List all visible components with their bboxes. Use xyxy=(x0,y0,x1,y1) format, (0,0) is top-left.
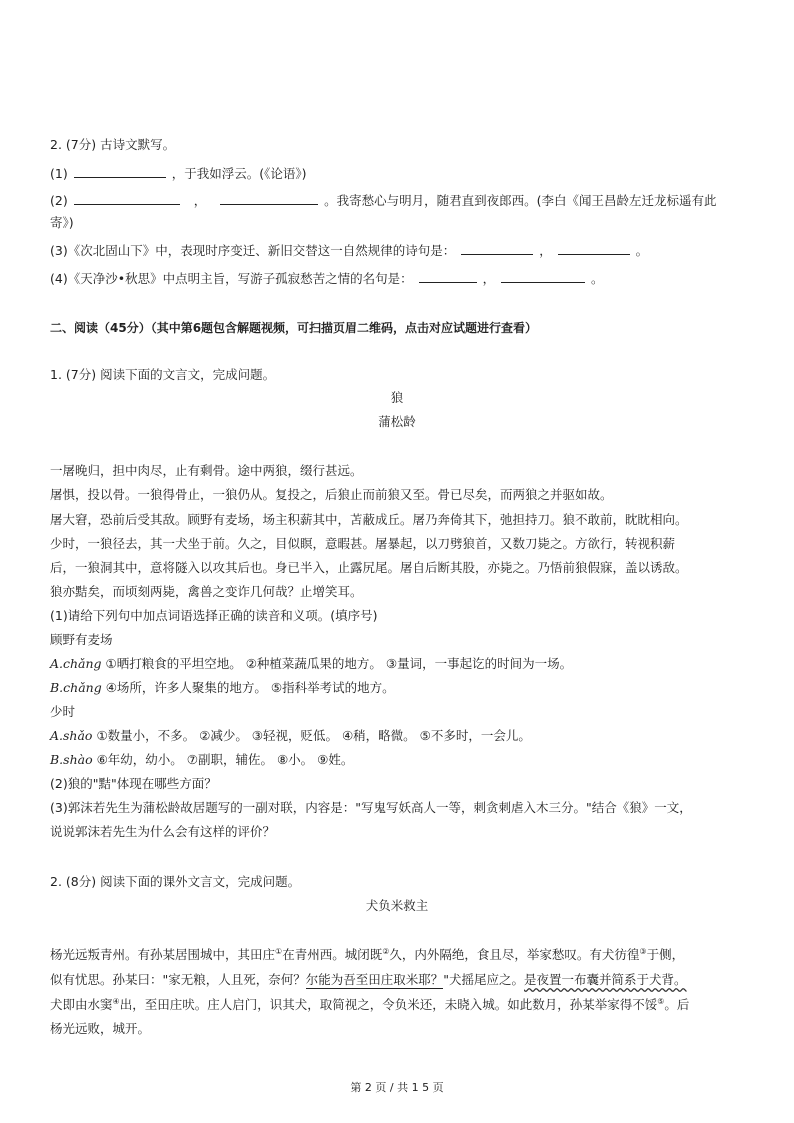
footnote-ref: ③ xyxy=(639,946,647,956)
q1-text: ，于我如浮云。(《论语》) xyxy=(171,166,307,181)
passage2-line xyxy=(50,997,689,1013)
answer-blank[interactable] xyxy=(501,270,585,283)
text-run: 在青州西。城闭既 xyxy=(282,947,383,962)
option-a2 xyxy=(50,728,531,744)
option-a1-pinyin: A.chǎng xyxy=(50,656,102,671)
option-b2-text: ⑥年幼，幼小。 ⑦副职，辅佐。 ⑧小。 ⑨姓。 xyxy=(96,752,354,767)
sub-question-3-cont: 说说郭沫若先生为什么会有这样的评价？ xyxy=(50,824,276,839)
poetry-q2 xyxy=(50,192,717,209)
text-run: 于侧， xyxy=(646,947,685,962)
passage-title: 狼 xyxy=(390,390,404,405)
q4-text: (4)《天净沙•秋思》中点明主旨，写游子孤寂愁苦之情的名句是： xyxy=(50,271,413,286)
text-run: 似有忧思。孙某曰："家无粮，人且死，奈何？ xyxy=(50,972,306,987)
passage-line: 屠大窘，恐前后受其敌。顾野有麦场，场主积薪其中，苫蔽成丘。屠乃奔倚其下，弛担持刀。狼不敢前，眈眈相向。 xyxy=(50,512,688,527)
passage-line: 一屠晚归，担中肉尽，止有剩骨。途中两狼，缀行甚远。 xyxy=(50,463,363,478)
q4-end: 。 xyxy=(591,271,604,286)
sub-question-3: (3)郭沫若先生为蒲松龄故居题写的一副对联，内容是："写鬼写妖高人一等，刺贪刺虐入木三分。"结合《狼》一文， xyxy=(50,800,692,815)
sub-question-1: (1)请给下列句中加点词语选择正确的读音和义项。(填序号) xyxy=(50,608,378,623)
question-title: 2. (7分) 古诗文默写。 xyxy=(50,137,176,152)
answer-blank[interactable] xyxy=(419,270,477,283)
passage-line: 少时，一狼径去，其一犬坐于前。久之，目似瞑，意暇甚。屠暴起，以刀劈狼首，又数刀毙之。方欲行，转视积薪 xyxy=(50,536,676,551)
answer-blank[interactable] xyxy=(461,242,533,255)
q2-number: (2) xyxy=(50,193,68,208)
reading1-intro: 1. (7分) 阅读下面的文言文，完成问题。 xyxy=(50,367,276,382)
option-b1-pinyin: B.chǎng xyxy=(50,680,102,695)
text-run: 出，至田庄吠。庄人启门，识其犬，取简视之，令负米还，未晓入城。如此数月，孙某举家得不馁 xyxy=(119,997,658,1012)
option-a2-pinyin: A.shǎo xyxy=(50,728,93,743)
poetry-q4 xyxy=(50,270,604,287)
passage-line: 屠惧，投以骨。一狼得骨止，一狼仍从。复投之，后狼止而前狼又至。骨已尽矣，而两狼之并驱如故。 xyxy=(50,487,613,502)
passage-line: 狼亦黠矣，而顷刻两毙，禽兽之变诈几何哉？止增笑耳。 xyxy=(50,584,363,599)
q1-number: (1) xyxy=(50,166,68,181)
footnote-ref: ④ xyxy=(112,996,120,1006)
passage2-line xyxy=(50,947,684,963)
reading2-intro: 2. (8分) 阅读下面的课外文言文，完成问题。 xyxy=(50,874,301,889)
footnote-ref: ⑤ xyxy=(657,996,665,1006)
answer-blank[interactable] xyxy=(74,165,166,178)
q2-separator: ， xyxy=(193,193,207,208)
option-b2 xyxy=(50,752,353,768)
option-b1-text: ④场所，许多人聚集的地方。 ⑤指科举考试的地方。 xyxy=(105,680,395,695)
sub-question-2: (2)狼的"黠"体现在哪些方面？ xyxy=(50,776,217,791)
option-a1 xyxy=(50,656,572,672)
wavy-underlined-sentence: 是夜置一布囊并简系于犬背。 xyxy=(524,972,687,987)
text-run: 杨光远叛青州。有孙某居围城中，其田庄 xyxy=(50,947,276,962)
q3-separator: ， xyxy=(539,243,552,258)
footnote-ref: ① xyxy=(275,946,283,956)
text-run: 犬即由水窦 xyxy=(50,997,113,1012)
passage-author: 蒲松龄 xyxy=(378,414,416,429)
q4-separator: ， xyxy=(482,271,496,286)
section-heading: 二、阅读（45分）（其中第6题包含解题视频，可扫描页眉二维码，点击对应试题进行查看） xyxy=(50,321,538,335)
footnote-ref: ② xyxy=(382,946,390,956)
text-run: "犬摇尾应之。 xyxy=(443,972,525,987)
text-run: 。后 xyxy=(664,997,690,1012)
page-footer: 第 2 页 / 共 1 5 页 xyxy=(350,1081,444,1094)
poetry-q1 xyxy=(50,165,306,182)
answer-blank[interactable] xyxy=(220,192,318,205)
option-a2-text: ①数量小，不多。 ②减少。 ③轻视，贬低。 ④稍，略微。 ⑤不多时，一会儿。 xyxy=(96,728,531,743)
q2-text: 。我寄愁心与明月，随君直到夜郎西。(李白《闻王昌龄左迁龙标遥有此 xyxy=(324,193,717,208)
option-b2-pinyin: B.shào xyxy=(50,752,93,767)
passage-line: 后，一狼洞其中，意将隧入以攻其后也。身已半入，止露尻尾。屠自后断其股，亦毙之。乃悟前狼假寐，盖以诱敌。 xyxy=(50,560,688,575)
option-a1-text: ①晒打粮食的平坦空地。 ②种植菜蔬瓜果的地方。 ③量词，一事起讫的时间为一场。 xyxy=(105,656,573,671)
underlined-sentence: 尔能为吾至田庄取米耶？ xyxy=(305,972,444,987)
q3-end: 。 xyxy=(635,243,649,258)
text-run: 久，内外隔绝，食且尽，举家愁叹。有犬彷徨 xyxy=(389,947,640,962)
passage2-title: 犬负米救主 xyxy=(365,898,429,913)
target-word-2: 少时 xyxy=(50,704,76,719)
target-word-1: 顾野有麦场 xyxy=(50,632,113,647)
poetry-q3 xyxy=(50,242,648,259)
passage2-line: 杨光远败，城开。 xyxy=(50,1021,151,1036)
poetry-q2-continued: 寄》) xyxy=(50,215,74,230)
q3-text: (3)《次北固山下》中，表现时序变迁、新旧交替这一自然规律的诗句是： xyxy=(50,243,456,258)
answer-blank[interactable] xyxy=(558,242,630,255)
answer-blank[interactable] xyxy=(74,192,180,205)
passage2-line xyxy=(50,972,687,988)
option-b1 xyxy=(50,680,395,696)
